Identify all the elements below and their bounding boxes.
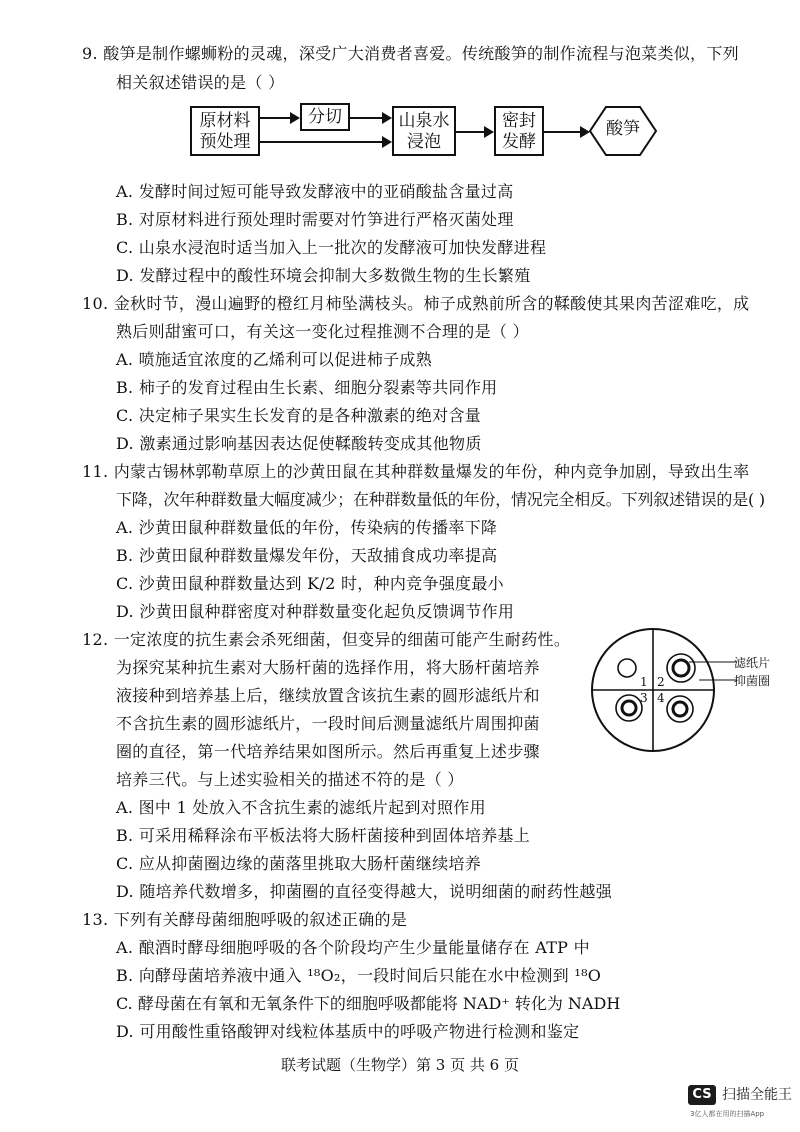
flow-box-seal-ferment-line-2: 发酵	[502, 132, 536, 152]
q9-stem-line-2: 相关叙述错误的是（ ）	[116, 73, 285, 92]
q11-option-a: A. 沙黄田鼠种群数量低的年份，传染病的传播率下降	[116, 518, 498, 537]
q12-option-b: B. 可采用稀释涂布平板法将大肠杆菌接种到固体培养基上	[116, 826, 531, 845]
q11-stem-line-1: 11. 内蒙古锡林郭勒草原上的沙黄田鼠在其种群数量爆发的年份，种内竞争加剧，导致出生率	[82, 462, 750, 481]
q13-option-b: B. 向酵母菌培养液中通入 ¹⁸O₂，一段时间后只能在水中检测到 ¹⁸O	[116, 966, 602, 985]
q11-option-c: C. 沙黄田鼠种群数量达到 K/2 时，种内竞争强度最小	[116, 574, 504, 593]
q10-stem-line-1: 10. 金秋时节，漫山遍野的橙红月柿坠满枝头。柿子成熟前所含的鞣酸使其果肉苦涩难吃，成	[82, 294, 750, 313]
q12-stem-line-4: 不含抗生素的圆形滤纸片，一段时间后测量滤纸片周围抑菌	[116, 714, 540, 733]
flow-arrow-4	[456, 131, 492, 133]
flow-arrow-1	[260, 117, 298, 119]
flow-arrow-2	[260, 141, 390, 143]
q13-option-c: C. 酵母菌在有氧和无氧条件下的细胞呼吸都能将 NAD⁺ 转化为 NADH	[116, 994, 621, 1013]
flow-box-spring-water	[392, 106, 456, 156]
q9-option-c: C. 山泉水浸泡时适当加入上一批次的发酵液可加快发酵进程	[116, 238, 547, 257]
dish-quadrant-1-label: 1	[640, 675, 648, 689]
q13-stem: 13. 下列有关酵母菌细胞呼吸的叙述正确的是	[82, 910, 408, 929]
dish-quadrant-2-label: 2	[657, 675, 665, 689]
q10-option-b: B. 柿子的发育过程由生长素、细胞分裂素等共同作用	[116, 378, 498, 397]
q10-option-d: D. 激素通过影响基因表达促使鞣酸转变成其他物质	[116, 434, 482, 453]
dish-quadrant-3-label: 3	[640, 691, 648, 705]
q10-option-a: A. 喷施适宜浓度的乙烯利可以促进柿子成熟	[116, 350, 433, 369]
flow-box-cut: 分切	[300, 103, 350, 131]
flow-arrow-3	[350, 117, 390, 119]
q10-option-c: C. 决定柿子果实生长发育的是各种激素的绝对含量	[116, 406, 482, 425]
q11-stem-line-2: 下降，次年种群数量大幅度减少；在种群数量低的年份，情况完全相反。下列叙述错误的是( )	[116, 490, 765, 509]
dish-quadrant-4-label: 4	[657, 691, 665, 705]
flow-box-spring-water-line-1: 山泉水	[398, 111, 450, 131]
q12-stem-line-2: 为探究某种抗生素对大肠杆菌的选择作用，将大肠杆菌培养	[116, 658, 540, 677]
flow-arrow-5	[544, 131, 588, 133]
q11-option-b: B. 沙黄田鼠种群数量爆发年份，天敌捕食成功率提高	[116, 546, 498, 565]
q10-stem-line-2: 熟后则甜蜜可口，有关这一变化过程推测不合理的是（ ）	[116, 322, 529, 341]
q11-option-d: D. 沙黄田鼠种群密度对种群数量变化起负反馈调节作用	[116, 602, 515, 621]
dish-label-inhibition-zone: 抑菌圈	[734, 674, 771, 688]
q12-stem-line-5: 圈的直径，第一代培养结果如图所示。然后再重复上述步骤	[116, 742, 540, 761]
q12-option-c: C. 应从抑菌圈边缘的菌落里挑取大肠杆菌继续培养	[116, 854, 482, 873]
q12-stem-line-3: 液接种到培养基上后，继续放置含该抗生素的圆形滤纸片和	[116, 686, 540, 705]
flow-box-spring-water-line-2: 浸泡	[407, 132, 441, 152]
page-footer: 联考试题（生物学）第 3 页 共 6 页	[281, 1056, 519, 1074]
flow-box-raw-material-line-1: 原材料	[199, 111, 251, 131]
q13-option-d: D. 可用酸性重铬酸钾对线粒体基质中的呼吸产物进行检测和鉴定	[116, 1022, 580, 1041]
flow-end-label: 酸笋	[606, 119, 640, 139]
q9-stem-line-1: 9. 酸笋是制作螺蛳粉的灵魂，深受广大消费者喜爱。传统酸笋的制作流程与泡菜类似，下列	[82, 44, 739, 63]
q12-option-a: A. 图中 1 处放入不含抗生素的滤纸片起到对照作用	[116, 798, 486, 817]
petri-dish-drawing	[589, 626, 717, 754]
q9-flowchart	[190, 97, 660, 165]
camscanner-logo-icon: CS	[688, 1085, 716, 1105]
q12-petri-dish-figure	[589, 626, 717, 754]
flow-box-seal-ferment-line-1: 密封	[502, 111, 536, 131]
flow-box-raw-material	[190, 106, 260, 156]
q12-stem-line-6: 培养三代。与上述实验相关的描述不符的是（ ）	[116, 770, 464, 789]
q12-option-d: D. 随培养代数增多，抑菌圈的直径变得越大，说明细菌的耐药性越强	[116, 882, 613, 901]
flow-box-raw-material-line-2: 预处理	[199, 132, 251, 152]
flow-box-seal-ferment	[494, 106, 544, 156]
scanner-app-name: 扫描全能王	[722, 1087, 792, 1103]
q9-option-b: B. 对原材料进行预处理时需要对竹笋进行严格灭菌处理	[116, 210, 514, 229]
q12-stem-line-1: 12. 一定浓度的抗生素会杀死细菌，但变异的细菌可能产生耐药性。	[82, 630, 571, 649]
q9-option-d: D. 发酵过程中的酸性环境会抑制大多数微生物的生长繁殖	[116, 266, 531, 285]
dish-label-filter-paper: 滤纸片	[734, 656, 771, 670]
dish-label-leaders	[681, 658, 741, 688]
scanner-watermark	[680, 1083, 800, 1129]
q9-option-a: A. 发酵时间过短可能导致发酵液中的亚硝酸盐含量过高	[116, 182, 514, 201]
q13-option-a: A. 酿酒时酵母细胞呼吸的各个阶段均产生少量能量储存在 ATP 中	[116, 938, 590, 957]
scanner-app-tagline: 3亿人都在用的扫描App	[690, 1110, 765, 1118]
